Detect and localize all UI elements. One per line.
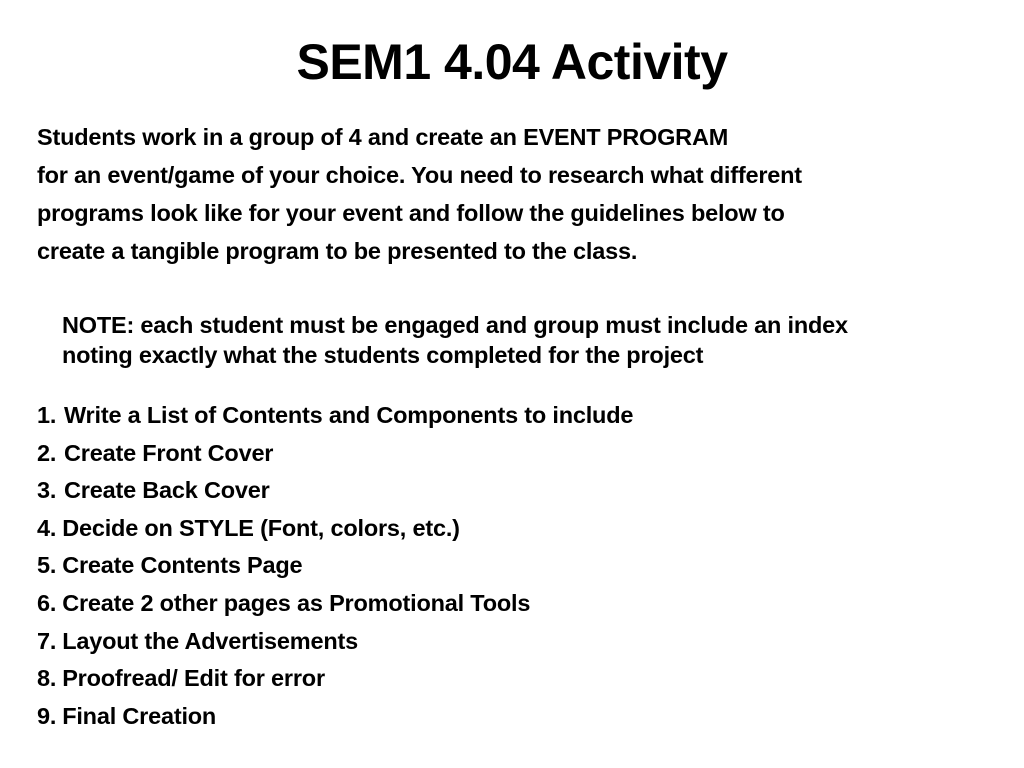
step-text: Create 2 other pages as Promotional Tools	[62, 589, 531, 616]
step-text: Create Back Cover	[64, 477, 270, 504]
step-text: Proofread/ Edit for error	[62, 665, 325, 692]
step-number: 5.	[37, 552, 57, 579]
note-line: noting exactly what the students completed for the project	[62, 342, 704, 368]
step-number: 6.	[37, 589, 57, 616]
step-number: 9.	[37, 702, 57, 729]
step-text: Final Creation	[62, 702, 217, 729]
steps-list	[37, 397, 997, 735]
intro-line: create a tangible program to be presented to the class.	[37, 238, 638, 264]
step-number: 8.	[37, 665, 57, 692]
intro-paragraph	[37, 118, 1012, 270]
step-number: 7.	[37, 627, 57, 654]
list-item	[37, 435, 997, 473]
note-paragraph	[62, 310, 1012, 370]
intro-line: Students work in a group of 4 and create an EVENT PROGRAM	[37, 124, 729, 150]
step-text: Create Front Cover	[64, 439, 274, 466]
intro-line: programs look like for your event and follow the guidelines below to	[37, 200, 785, 226]
step-text: Create Contents Page	[62, 552, 303, 579]
list-item	[37, 623, 997, 661]
list-item	[37, 547, 997, 585]
slide-title: SEM1 4.04 Activity	[296, 34, 728, 90]
list-item	[37, 510, 997, 548]
intro-line: for an event/game of your choice. You need to research what different	[37, 162, 802, 188]
note-line: NOTE: each student must be engaged and group must include an index	[62, 312, 848, 338]
step-number: 1.	[37, 402, 57, 428]
list-item	[37, 698, 997, 736]
step-text: Write a List of Contents and Components to include	[64, 402, 634, 428]
step-number: 2.	[37, 439, 57, 466]
step-number: 4.	[37, 514, 57, 541]
list-item	[37, 472, 997, 510]
list-item	[37, 397, 997, 435]
step-number: 3.	[37, 477, 57, 504]
step-text: Decide on STYLE (Font, colors, etc.)	[62, 514, 460, 541]
step-text: Layout the Advertisements	[62, 627, 358, 654]
list-item	[37, 660, 997, 698]
list-item	[37, 585, 997, 623]
